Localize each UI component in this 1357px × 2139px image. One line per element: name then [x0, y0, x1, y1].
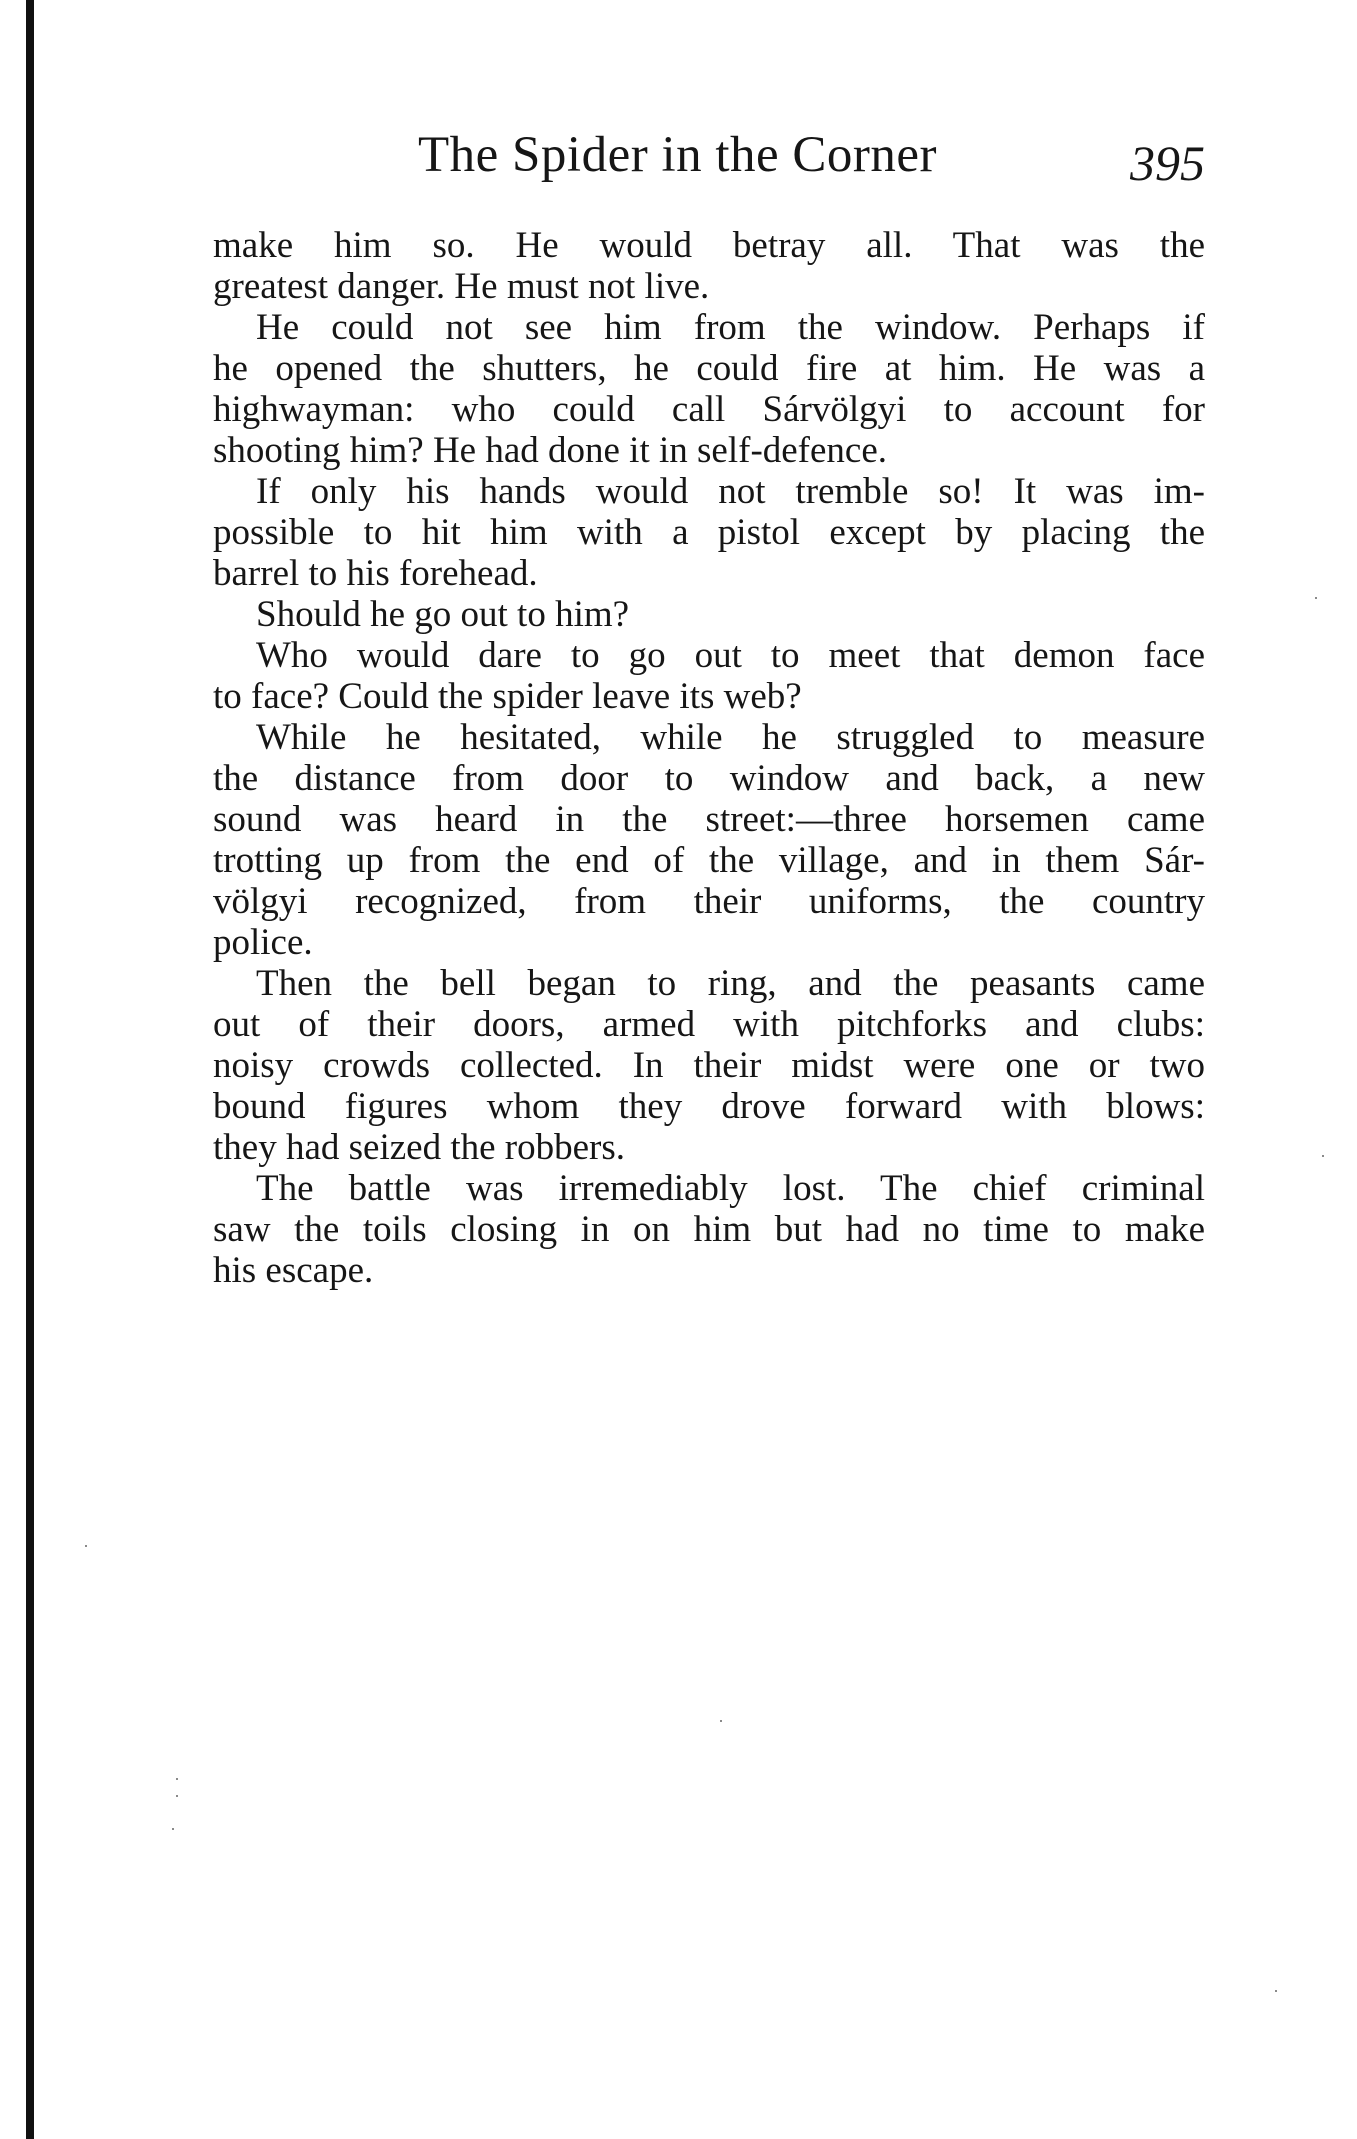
- text-line: völgyi recognized, from their uniforms, the country: [213, 881, 1205, 922]
- scan-speck: [1275, 1990, 1277, 1992]
- text-line: If only his hands would not tremble so! It was im-: [256, 471, 1205, 512]
- running-title: The Spider in the Corner: [418, 127, 938, 183]
- text-line: the distance from door to window and back, a new: [213, 758, 1205, 799]
- text-line: his escape.: [213, 1250, 374, 1291]
- text-line: Then the bell began to ring, and the peasants came: [256, 963, 1205, 1004]
- scan-speck: [176, 1795, 178, 1797]
- text-line: trotting up from the end of the village, and in them Sár-: [213, 840, 1205, 881]
- text-line: to face? Could the spider leave its web?: [213, 676, 802, 717]
- text-line: Should he go out to him?: [256, 594, 630, 635]
- text-line: The battle was irremediably lost. The chief criminal: [256, 1168, 1205, 1209]
- scan-speck: [85, 1545, 87, 1547]
- text-line: While he hesitated, while he struggled to measure: [256, 717, 1205, 758]
- text-line: make him so. He would betray all. That was the: [213, 225, 1205, 266]
- text-line: greatest danger. He must not live.: [213, 266, 710, 307]
- scan-speck: [720, 1720, 722, 1722]
- text-line: sound was heard in the street:—three horsemen came: [213, 799, 1205, 840]
- text-line: bound figures whom they drove forward with blows:: [213, 1086, 1205, 1127]
- text-line: Who would dare to go out to meet that demon face: [256, 635, 1205, 676]
- scan-speck: [1322, 1155, 1324, 1157]
- scan-speck: [172, 1828, 174, 1830]
- scan-speck: [1315, 597, 1317, 599]
- text-line: he opened the shutters, he could fire at him. He was a: [213, 348, 1205, 389]
- text-line: out of their doors, armed with pitchforks and clubs:: [213, 1004, 1205, 1045]
- text-line: they had seized the robbers.: [213, 1127, 625, 1168]
- scan-speck: [176, 1778, 178, 1780]
- text-line: possible to hit him with a pistol except by placing the: [213, 512, 1205, 553]
- page-header: [213, 122, 1205, 192]
- text-line: highwayman: who could call Sárvölgyi to account for: [213, 389, 1205, 430]
- text-line: saw the toils closing in on him but had no time to make: [213, 1209, 1205, 1250]
- text-line: noisy crowds collected. In their midst were one or two: [213, 1045, 1205, 1086]
- body-text: [213, 225, 1205, 1291]
- text-line: police.: [213, 922, 313, 963]
- binding-edge: [26, 0, 34, 2139]
- text-line: He could not see him from the window. Perhaps if: [256, 307, 1205, 348]
- page-number: 395: [1130, 135, 1205, 191]
- text-line: barrel to his forehead.: [213, 553, 538, 594]
- text-line: shooting him? He had done it in self-defence.: [213, 430, 888, 471]
